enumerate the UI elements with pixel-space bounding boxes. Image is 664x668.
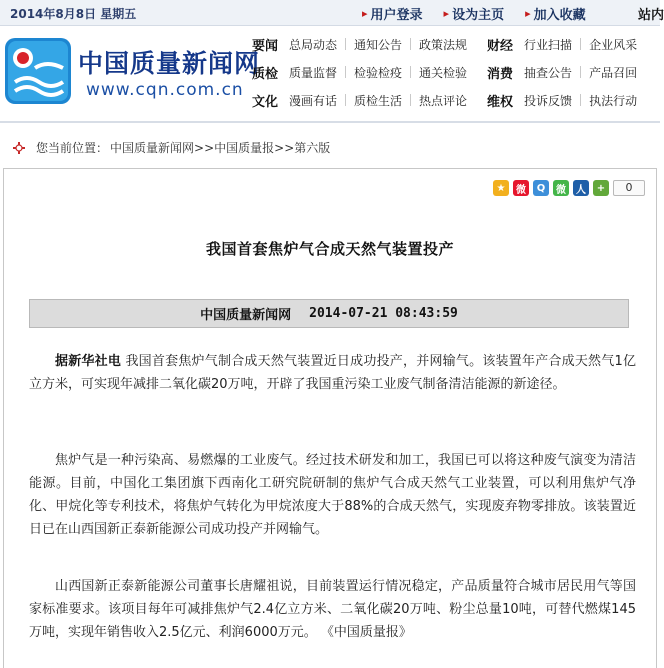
nav-separator xyxy=(580,94,581,106)
header-divider xyxy=(0,121,660,123)
nav-separator xyxy=(410,94,411,106)
set-homepage-link[interactable] xyxy=(444,4,505,23)
breadcrumb-prefix: 您当前位置： xyxy=(36,141,109,155)
renren-icon[interactable]: 人 xyxy=(573,180,589,196)
nav-separator xyxy=(580,66,581,78)
article-meta xyxy=(29,299,629,328)
add-favorite-link[interactable] xyxy=(525,4,586,23)
article-source: 中国质量新闻网 xyxy=(200,308,292,323)
location-icon xyxy=(12,141,26,155)
arrow-right-icon: ▸ xyxy=(362,7,368,20)
article-title: 我国首套焦炉气合成天然气装置投产 xyxy=(205,240,454,258)
wechat-icon[interactable]: 微 xyxy=(553,180,569,196)
nav-separator xyxy=(345,94,346,106)
nav-item-comics[interactable]: 漫画有话 xyxy=(289,93,338,108)
set-homepage-label: 设为主页 xyxy=(452,8,505,23)
top-links xyxy=(362,4,607,23)
breadcrumb-separator: >> xyxy=(274,140,295,155)
add-favorite-label: 加入收藏 xyxy=(533,8,586,23)
login-link[interactable] xyxy=(362,4,423,23)
arrow-right-icon: ▸ xyxy=(525,7,531,20)
qzone-icon[interactable]: ★ xyxy=(493,180,509,196)
breadcrumb-home[interactable]: 中国质量新闻网 xyxy=(110,141,195,155)
qq-weibo-icon[interactable]: Q xyxy=(533,180,549,196)
share-bar xyxy=(493,180,613,196)
nav-separator xyxy=(345,38,346,50)
article-lead: 据新华社电 xyxy=(55,354,122,369)
nav-row-1 xyxy=(252,34,637,54)
nav-row-2 xyxy=(252,62,637,82)
nav-item-hot-comment[interactable]: 热点评论 xyxy=(419,93,468,108)
article-paragraph-1 xyxy=(29,350,636,396)
article-paragraph-3: 山西国新正泰新能源公司董事长唐耀祖说，目前装置运行情况稳定，产品质量符合城市居民用气等国家标准要求。该项目每年可减排焦炉气2.4亿立方米、二氧化碳20万吨、粉尘总量10吨，可替代燃煤145万吨，实现年销售收入2.5亿元、利润6000万元。 《中国质量报》 xyxy=(29,579,636,640)
more-share-icon[interactable]: + xyxy=(593,180,609,196)
nav-item-notices[interactable]: 通知公告 xyxy=(354,37,403,52)
nav-item-customs[interactable]: 通关检验 xyxy=(419,65,468,80)
nav-separator xyxy=(410,38,411,50)
current-date: 2014年8月8日 星期五 xyxy=(10,7,137,21)
nav-item-enforcement[interactable]: 执法行动 xyxy=(589,93,638,108)
nav-item-industry[interactable]: 行业扫描 xyxy=(524,37,573,52)
nav-cat-rights[interactable]: 维权 xyxy=(487,94,514,110)
nav-item-bureau-news[interactable]: 总局动态 xyxy=(289,37,338,52)
nav-item-recall[interactable]: 产品召回 xyxy=(589,65,638,80)
nav-item-policy[interactable]: 政策法规 xyxy=(419,37,468,52)
nav-cat-finance[interactable]: 财经 xyxy=(487,38,514,54)
nav-separator xyxy=(345,66,346,78)
breadcrumb-separator: >> xyxy=(194,140,215,155)
breadcrumb xyxy=(12,139,330,156)
article-datetime: 2014-07-21 08:43:59 xyxy=(309,306,458,321)
nav-item-complaints[interactable]: 投诉反馈 xyxy=(524,93,573,108)
article-paragraph-1-text: 我国首套焦炉气制合成天然气装置近日成功投产，并网输气。该装置年产合成天然气1亿立方米，可实现年减排二氧化碳20万吨，开辟了我国重污染工业废气制备清洁能源的新途径。 xyxy=(29,354,636,392)
breadcrumb-newspaper[interactable]: 中国质量报 xyxy=(214,141,275,155)
nav-separator xyxy=(410,66,411,78)
nav-cat-news[interactable]: 要闻 xyxy=(252,38,279,54)
nav-separator xyxy=(580,38,581,50)
nav-item-life[interactable]: 质检生活 xyxy=(354,93,403,108)
arrow-right-icon: ▸ xyxy=(443,7,450,20)
share-count: 0 xyxy=(613,180,645,196)
login-link-label: 用户登录 xyxy=(370,8,423,23)
article-paragraph-2: 焦炉气是一种污染高、易燃爆的工业废气。经过技术研发和加工，我国已可以将这种废气演变为清洁能源。目前，中国化工集团旗下西南化工研究院研制的焦炉气合成天然气工业装置，可以利用焦炉气净化、甲烷化等专利技术，将焦炉气转化为甲烷浓度大于88%的合成天然气，实现废弃物零排放。该装置近日已在山西国新正泰新能源公司成功投产并网输气。 xyxy=(29,453,636,537)
nav-item-enterprise[interactable]: 企业风采 xyxy=(589,37,638,52)
nav-item-spot-check[interactable]: 抽查公告 xyxy=(524,65,573,80)
weibo-icon[interactable]: 微 xyxy=(513,180,529,196)
nav-row-3 xyxy=(252,90,637,110)
site-search-label[interactable]: 站内 xyxy=(638,8,664,23)
nav-cat-inspection[interactable]: 质检 xyxy=(252,66,279,82)
nav-item-quarantine[interactable]: 检验检疫 xyxy=(354,65,403,80)
breadcrumb-section[interactable]: 第六版 xyxy=(294,141,331,155)
nav-cat-culture[interactable]: 文化 xyxy=(252,94,279,110)
site-url[interactable]: www.cqn.com.cn xyxy=(86,80,244,100)
nav-item-quality-supervision[interactable]: 质量监督 xyxy=(289,65,338,80)
top-bar xyxy=(0,0,664,26)
site-title[interactable]: 中国质量新闻网 xyxy=(78,49,261,78)
site-logo-icon[interactable] xyxy=(5,38,71,104)
nav-cat-consumer[interactable]: 消费 xyxy=(487,66,514,82)
